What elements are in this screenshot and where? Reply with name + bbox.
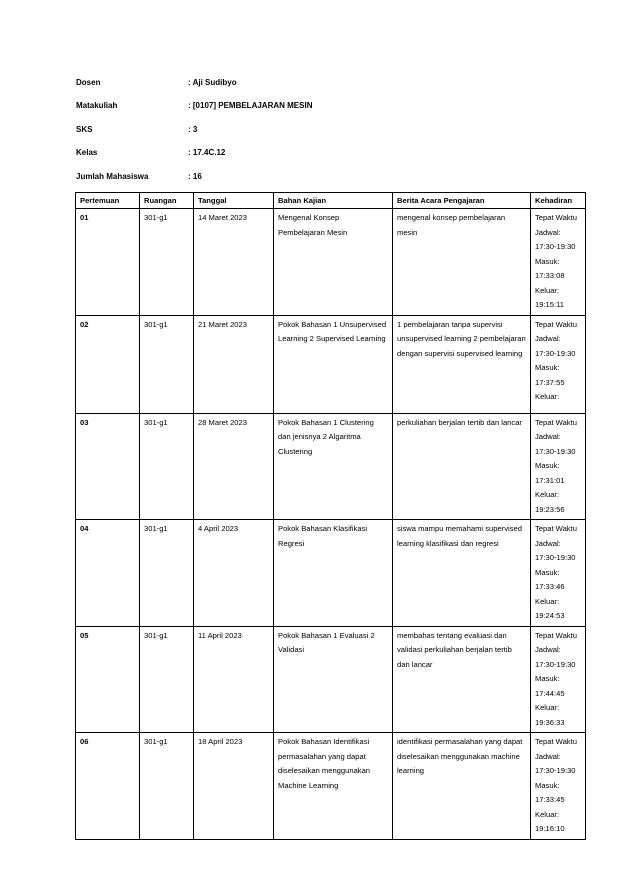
attendance-table xyxy=(75,192,586,840)
cell-ruangan: 301-g1 xyxy=(140,733,194,840)
cell-ruangan: 301-g1 xyxy=(140,520,194,627)
cell-tanggal: 4 April 2023 xyxy=(194,520,274,627)
cell-ruangan: 301-g1 xyxy=(140,626,194,733)
cell-kehadiran: Tepat Waktu Jadwal: 17:30-19:30 Masuk: 17:37:55 Keluar: xyxy=(531,315,586,413)
cell-berita-acara: 1 pembelajaran tanpa supervisi unsupervised learning 2 pembelajaran dengan supervisi supervised learning xyxy=(393,315,531,413)
header-berita-acara: Berita Acara Pengajaran xyxy=(393,193,531,209)
cell-kehadiran: Tepat Waktu Jadwal: 17:30-19:30 Masuk: 17:44:45 Keluar: 19:36:33 xyxy=(531,626,586,733)
header-pertemuan: Pertemuan xyxy=(76,193,140,209)
cell-pertemuan: 04 xyxy=(76,520,140,627)
cell-bahan-kajian: Pokok Bahasan 1 Unsupervised Learning 2 Supervised Learning xyxy=(274,315,393,413)
table-row xyxy=(76,209,586,316)
cell-tanggal: 11 April 2023 xyxy=(194,626,274,733)
cell-berita-acara: identifikasi permasalahan yang dapat diselesaikan menggunakan machine learning xyxy=(393,733,531,840)
cell-ruangan: 301-g1 xyxy=(140,413,194,520)
header-tanggal: Tanggal xyxy=(194,193,274,209)
cell-tanggal: 28 Maret 2023 xyxy=(194,413,274,520)
table-row xyxy=(76,520,586,627)
info-value: : 16 xyxy=(188,172,202,181)
header-kehadiran: Kehadiran xyxy=(531,193,586,209)
info-label: Jumlah Mahasiswa xyxy=(76,172,149,181)
cell-pertemuan: 06 xyxy=(76,733,140,840)
cell-bahan-kajian: Mengenal Konsep Pembelajaran Mesin xyxy=(274,209,393,316)
cell-bahan-kajian: Pokok Bahasan Klasifikasi Regresi xyxy=(274,520,393,627)
cell-ruangan: 301-g1 xyxy=(140,209,194,316)
cell-pertemuan: 01 xyxy=(76,209,140,316)
cell-ruangan: 301-g1 xyxy=(140,315,194,413)
info-value: : Aji Sudibyo xyxy=(188,78,237,87)
info-value: : [0107] PEMBELAJARAN MESIN xyxy=(188,101,313,110)
cell-tanggal: 18 April 2023 xyxy=(194,733,274,840)
info-label: Kelas xyxy=(76,148,98,157)
cell-pertemuan: 05 xyxy=(76,626,140,733)
cell-berita-acara: mengenal konsep pembelajaran mesin xyxy=(393,209,531,316)
info-label: Matakuliah xyxy=(76,101,118,110)
cell-bahan-kajian: Pokok Bahasan 1 Clustering dan jenisnya 2 Algaritma Clustering xyxy=(274,413,393,520)
cell-pertemuan: 03 xyxy=(76,413,140,520)
cell-berita-acara: perkuliahan berjalan tertib dan lancar xyxy=(393,413,531,520)
table-row xyxy=(76,733,586,840)
table-row xyxy=(76,626,586,733)
cell-berita-acara: membahas tentang evaluasi dan validasi perkuliahan berjalan tertib dan lancar xyxy=(393,626,531,733)
cell-tanggal: 14 Maret 2023 xyxy=(194,209,274,316)
header-ruangan: Ruangan xyxy=(140,193,194,209)
info-value: : 3 xyxy=(188,125,198,134)
cell-kehadiran: Tepat Waktu Jadwal: 17:30-19:30 Masuk: 17:31:01 Keluar: 19:23:56 xyxy=(531,413,586,520)
cell-kehadiran: Tepat Waktu Jadwal: 17:30-19:30 Masuk: 17:33:46 Keluar: 19:24:53 xyxy=(531,520,586,627)
cell-bahan-kajian: Pokok Bahasan Identifikasi permasalahan yang dapat diselesaikan menggunakan Machine Learning xyxy=(274,733,393,840)
table-row xyxy=(76,315,586,413)
table-row xyxy=(76,413,586,520)
info-label: SKS xyxy=(76,125,93,134)
cell-kehadiran: Tepat Waktu Jadwal: 17:30-19:30 Masuk: 17:33:08 Keluar: 19:15:11 xyxy=(531,209,586,316)
cell-bahan-kajian: Pokok Bahasan 1 Evaluasi 2 Validasi xyxy=(274,626,393,733)
header-bahan-kajian: Bahan Kajian xyxy=(274,193,393,209)
cell-pertemuan: 02 xyxy=(76,315,140,413)
info-label: Dosen xyxy=(76,78,101,87)
cell-tanggal: 21 Maret 2023 xyxy=(194,315,274,413)
table-header-row xyxy=(76,193,586,209)
info-value: : 17.4C.12 xyxy=(188,148,226,157)
cell-kehadiran: Tepat Waktu Jadwal: 17:30-19:30 Masuk: 17:33:45 Keluar: 19:16:10 xyxy=(531,733,586,840)
cell-berita-acara: siswa mampu memahami supervised learning klasifikasi dan regresi xyxy=(393,520,531,627)
